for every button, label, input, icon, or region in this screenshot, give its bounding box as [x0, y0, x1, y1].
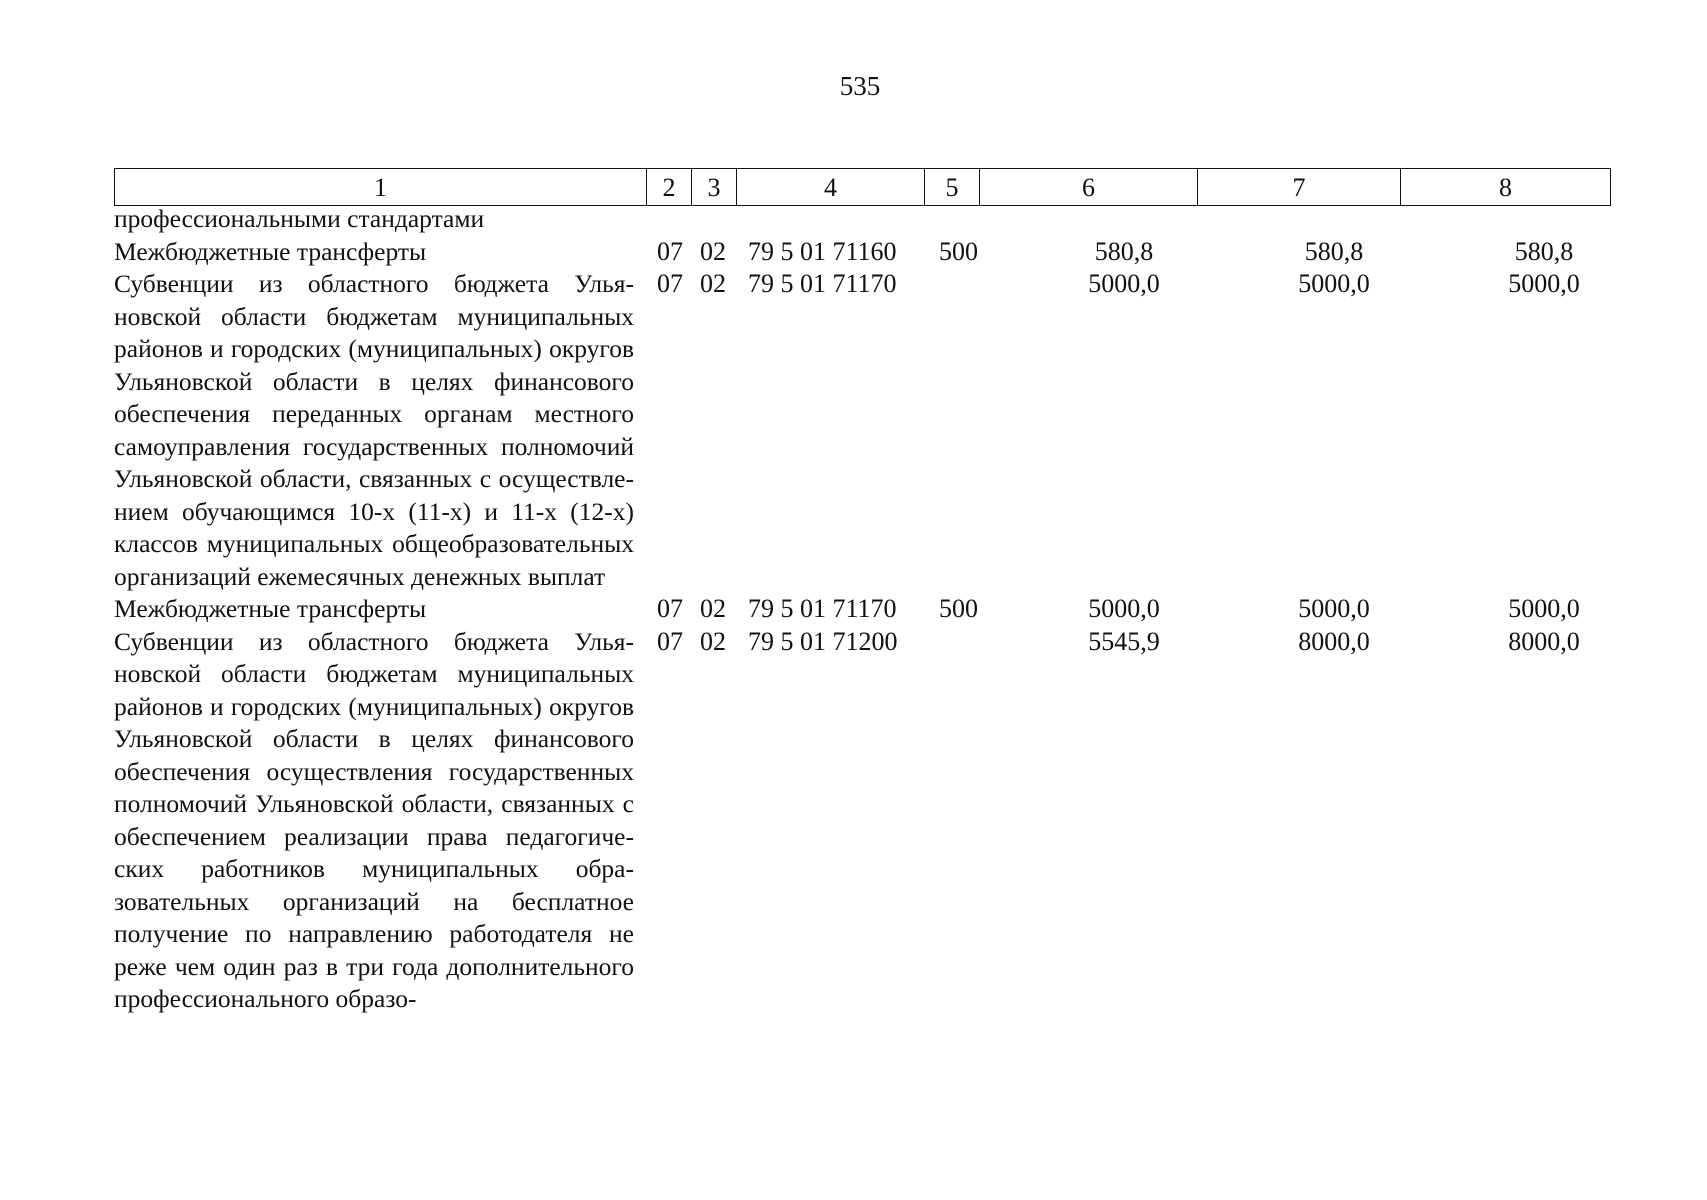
row-subsection: 02 [700, 626, 726, 656]
row-subsection: 02 [700, 236, 726, 266]
row-amount-col-8: 8000,0 [1508, 626, 1580, 656]
table-header [114, 168, 1611, 206]
row-amount-col-8: 5000,0 [1508, 594, 1580, 623]
header-col-8: 8 [1401, 169, 1611, 206]
row-target-article: 79 5 01 71160 [748, 236, 897, 266]
table-row [114, 268, 1610, 593]
header-col-1: 1 [115, 169, 647, 206]
row-subsection: 02 [700, 269, 726, 298]
row-amount-col-6: 5545,9 [1088, 626, 1160, 656]
row-description: Субвенции из областного бюджета Ульяновской области бюджетам муниципальных районов и городских (муниципальных) округов Ульяновской области в целях финансового обеспечения осуществления государственных полномочий Ульяновской области, связанных с обеспечением реализации права педагогических работников муниципальных образовательных организаций на бесплатное получение по направлению работодателя не реже чем один раз в три года дополнительного профессионального образо- [114, 626, 634, 1013]
row-amount-col-7: 8000,0 [1298, 626, 1370, 656]
row-subsection: 02 [700, 594, 726, 623]
header-col-7: 7 [1198, 169, 1401, 206]
row-description: профессиональными стандартами [114, 204, 485, 233]
table-row [114, 203, 1610, 236]
row-description: Межбюджетные трансферты [114, 594, 427, 623]
row-expense-type: 500 [939, 594, 978, 623]
header-col-4: 4 [737, 169, 925, 206]
row-description: Субвенции из областного бюджета Ульяновской области бюджетам муниципальных районов и городских (муниципальных) округов Ульяновской области в целях финансового обеспечения переданных органам местного самоуправления государственных полномочий Ульяновской области, связанных с осуществлением обучающимся 10-х (11-х) и 11-х (12-х) классов муниципальных общеобразовательных организаций ежемесячных денежных выплат [114, 269, 634, 591]
row-amount-col-6: 580,8 [1094, 236, 1154, 266]
table-row [114, 626, 1610, 1016]
row-amount-col-7: 580,8 [1304, 236, 1364, 266]
row-amount-col-8: 580,8 [1514, 236, 1574, 266]
row-section: 07 [657, 236, 683, 266]
row-target-article: 79 5 01 71200 [748, 626, 898, 656]
row-description: Межбюджетные трансферты [114, 236, 427, 266]
header-col-2: 2 [647, 169, 692, 206]
row-amount-col-8: 5000,0 [1508, 269, 1580, 298]
header-col-5: 5 [925, 169, 980, 206]
table-body [114, 203, 1610, 1016]
row-target-article: 79 5 01 71170 [748, 269, 897, 298]
header-col-3: 3 [692, 169, 737, 206]
row-amount-col-6: 5000,0 [1088, 594, 1160, 623]
row-section: 07 [657, 269, 683, 298]
row-expense-type: 500 [939, 236, 978, 266]
page-number: 535 [839, 71, 881, 101]
row-section: 07 [657, 626, 683, 656]
row-amount-col-7: 5000,0 [1298, 594, 1370, 623]
table-row [114, 593, 1610, 626]
row-section: 07 [657, 594, 683, 623]
row-amount-col-7: 5000,0 [1298, 269, 1370, 298]
row-target-article: 79 5 01 71170 [748, 594, 897, 623]
row-amount-col-6: 5000,0 [1088, 269, 1160, 298]
table-row [114, 236, 1610, 269]
header-col-6: 6 [980, 169, 1198, 206]
